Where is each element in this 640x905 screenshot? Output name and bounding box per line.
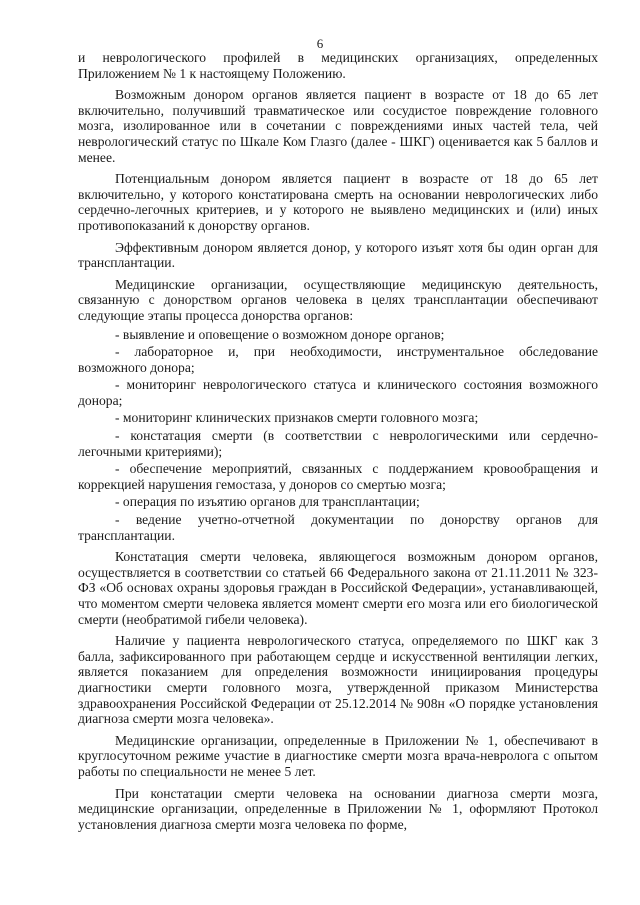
list-item: - лабораторное и, при необходимости, инструментальное обследование возможного донора; bbox=[78, 344, 598, 375]
list-item: - констатация смерти (в соответствии с неврологическими или сердечно-легочными критериями); bbox=[78, 428, 598, 459]
paragraph-death-statement: Констатация смерти человека, являющегося возможным донором органов, осуществляется в соответствии со статьей 66 Федерального закона от 21.11.2011 № 323-ФЗ «Об основах охраны здоровья граждан в Российской Федерации», устанавливающей, что моментом смерти человека является момент смерти его мозга или его биологической смерти (необратимой гибели человека). bbox=[78, 549, 598, 627]
paragraph-neurologist-participation: Медицинские организации, определенные в Приложении № 1, обеспечивают в круглосуточном режиме участие в диагностике смерти мозга врача-невролога с опытом работы по специальности не менее 5 лет. bbox=[78, 732, 598, 779]
paragraph-protocol: При констатации смерти человека на основании диагноза смерти мозга, медицинские организации, определенные в Приложении № 1, оформляют Протокол установления диагноза смерти мозга человека по форме, bbox=[78, 785, 598, 832]
paragraph-continuation: и неврологического профилей в медицинских организациях, определенных Приложением № 1 к настоящему Положению. bbox=[78, 50, 598, 81]
page-number: 6 bbox=[316, 36, 324, 51]
paragraph-neurological-status: Наличие у пациента неврологического статуса, определяемого по ШКГ как 3 балла, зафиксированного при работающем сердце и искусственной вентиляции легких, является показанием для определения возможности инициирования процедуры диагностики смерти головного мозга, утвержденной приказом Министерства здравоохранения Российской Федерации от 25.12.2014 № 908н «О порядке установления диагноза смерти мозга человека». bbox=[78, 633, 598, 727]
paragraph-donation-stages: Медицинские организации, осуществляющие медицинскую деятельность, связанную с донорством органов человека в целях трансплантации обеспечивают следующие этапы процесса донорства органов: bbox=[78, 276, 598, 323]
paragraph-potential-donor: Потенциальным донором является пациент в возрасте от 18 до 65 лет включительно, у которого констатирована смерть на основании неврологических либо сердечно-легочных критериев, и у которого не выявлено медицинских и (или) иных противопоказаний к донорству органов. bbox=[78, 171, 598, 233]
list-item: - мониторинг клинических признаков смерти головного мозга; bbox=[115, 410, 479, 426]
list-item: - выявление и оповещение о возможном доноре органов; bbox=[115, 326, 445, 342]
paragraph-effective-donor: Эффективным донором является донор, у которого изъят хотя бы один орган для трансплантации. bbox=[78, 239, 598, 271]
document-body bbox=[78, 50, 598, 838]
list-item: - обеспечение мероприятий, связанных с поддержанием кровообращения и коррекцией нарушения гемостаза, у доноров со смертью мозга; bbox=[78, 461, 598, 492]
list-item: - мониторинг неврологического статуса и клинического состояния возможного донора; bbox=[78, 377, 598, 408]
list-item: - ведение учетно-отчетной документации по донорству органов для трансплантации. bbox=[78, 512, 598, 543]
paragraph-possible-donor: Возможным донором органов является пациент в возрасте от 18 до 65 лет включительно, получивший травматическое или сосудистое повреждение головного мозга, изолированное или в сочетании с повреждениями иных частей тела, чей неврологический статус по Шкале Ком Глазго (далее - ШКГ) оценивается как 5 баллов и менее. bbox=[78, 87, 598, 165]
list-item: - операция по изъятию органов для трансплантации; bbox=[115, 494, 420, 510]
